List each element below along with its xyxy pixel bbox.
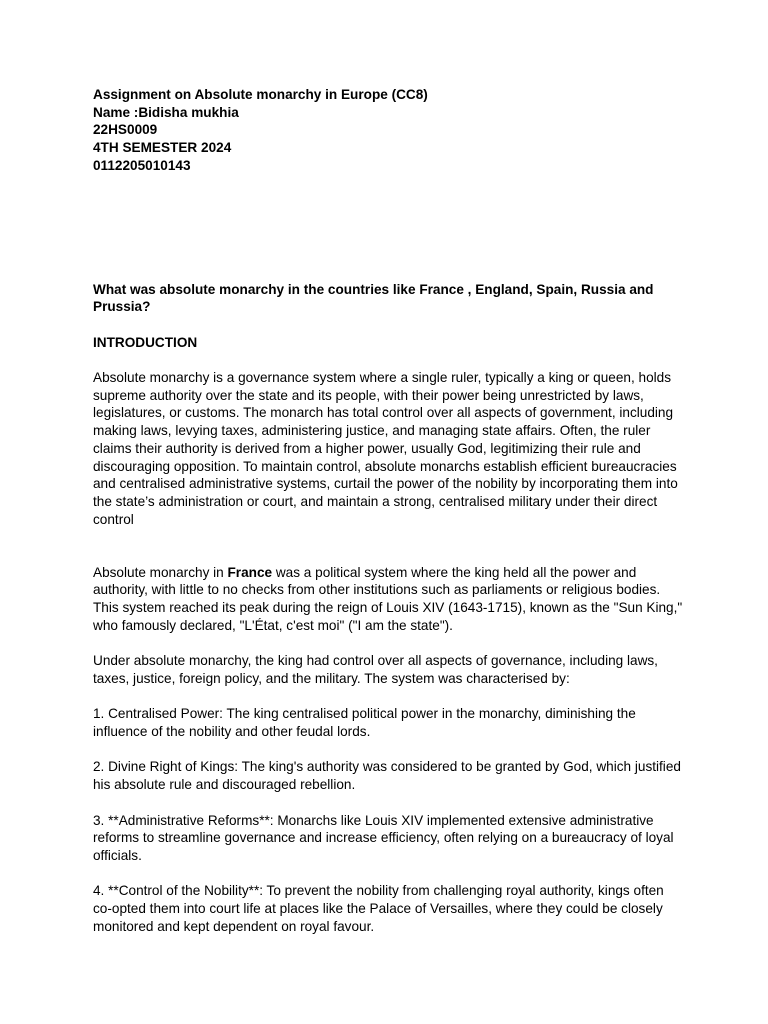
point-administrative-reforms: 3. **Administrative Reforms**: Monarchs like Louis XIV implemented extensive administrative reforms to streamline governance and increase efficiency, often relying on a bureaucracy of loyal officials. — [93, 812, 674, 863]
semester: 4TH SEMESTER 2024 — [93, 140, 232, 156]
document-header — [93, 86, 683, 175]
characteristics-intro: Under absolute monarchy, the king had control over all aspects of governance, including laws, taxes, justice, foreign policy, and the military. The system was characterised by: — [93, 653, 658, 686]
student-name: Name :Bidisha mukhia — [93, 104, 239, 120]
france-text-after: was a political system where the king held all the power and authority, with little to no checks from other institutions such as parliaments or religious bodies. This system reached its peak during the reign of Louis XIV (1643-1715), known as the "Sun King," who famously declared, "L'État, c'est moi" ("I am the state"). — [93, 564, 683, 633]
point-centralised-power: 1. Centralised Power: The king centralised political power in the monarchy, diminishing the influence of the nobility and other feudal lords. — [93, 706, 636, 740]
france-text-before: Absolute monarchy in — [93, 564, 228, 580]
france-bold: France — [227, 564, 273, 580]
introduction-heading: INTRODUCTION — [93, 334, 198, 350]
introduction-paragraph: Absolute monarchy is a governance system where a single ruler, typically a king or queen, holds supreme authority over the state and its people, with their power being unrestricted by laws, legislatures, or customs. The monarch has total control over all aspects of government, including making laws, levying taxes, administering justice, and managing state affairs. Often, the ruler claims their authority is derived from a higher power, usually God, legitimizing their rule and discouraging opposition. To maintain control, absolute monarchs establish efficient bureaucracies and centralised administrative systems, curtail the power of the nobility by incorporating them into the state’s administration or court, and maintain a strong, centralised military under their direct control — [93, 370, 678, 527]
assignment-title: Assignment on Absolute monarchy in Europe (CC8) — [93, 87, 428, 102]
roll-number: 22HS0009 — [93, 122, 158, 138]
registration-number: 0112205010143 — [93, 157, 191, 173]
document-page — [93, 86, 683, 935]
point-divine-right: 2. Divine Right of Kings: The king's authority was considered to be granted by God, which justified his absolute rule and discouraged rebellion. — [93, 759, 681, 793]
france-paragraph — [93, 564, 683, 635]
point-control-nobility: 4. **Control of the Nobility**: To prevent the nobility from challenging royal authority, kings often co-opted them into court life at places like the Palace of Versailles, where they could be closely monitored and kept dependent on royal favour. — [93, 883, 664, 934]
question: What was absolute monarchy in the countries like France , England, Spain, Russia and Prussia? — [93, 281, 654, 315]
